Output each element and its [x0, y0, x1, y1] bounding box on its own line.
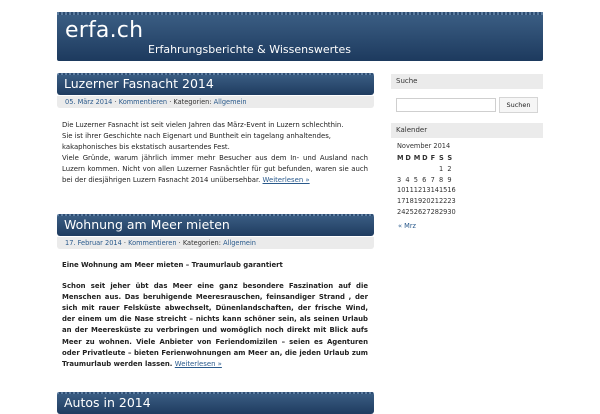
read-more-link[interactable]: Weiterlesen »: [262, 176, 310, 185]
calendar-day: 7: [430, 175, 435, 184]
calendar-day: 28: [430, 207, 439, 216]
calendar-day: 23: [447, 197, 456, 206]
calendar-day: [422, 164, 430, 175]
calendar-weekday-row: [397, 153, 456, 164]
calendar-day: 29: [438, 207, 448, 216]
site-header: [57, 12, 543, 61]
post-meta: [57, 237, 374, 249]
calendar-day: 24: [397, 207, 406, 216]
read-more-link[interactable]: Weiterlesen »: [174, 359, 222, 368]
calendar-day: 4: [405, 175, 410, 184]
calendar-widget-title: Kalender: [391, 123, 543, 138]
calendar-day: 5: [413, 175, 418, 184]
categories-label: Kategorien:: [173, 98, 212, 106]
post-content: [62, 120, 368, 187]
search-input[interactable]: [396, 98, 496, 112]
post-date[interactable]: 05. März 2014: [65, 98, 113, 106]
calendar-week-row: [397, 196, 456, 207]
calendar-day: 1: [438, 164, 444, 173]
post-paragraph: [62, 153, 368, 186]
post-content: [62, 260, 368, 370]
weekday-header: M: [413, 154, 421, 162]
calendar-day: 15: [438, 186, 448, 195]
meta-separator: ·: [169, 98, 172, 106]
calendar-day: 16: [447, 186, 456, 195]
weekday-header: M: [397, 154, 404, 162]
calendar-day: 3: [397, 175, 402, 184]
weekday-header: D: [405, 154, 411, 162]
calendar-week-row: [397, 207, 456, 218]
category-link[interactable]: Allgemein: [223, 239, 256, 247]
calendar-day: [405, 164, 413, 175]
calendar-day: 17: [397, 197, 406, 206]
calendar-day: 8: [438, 175, 444, 184]
weekday-header: D: [422, 154, 428, 162]
weekday-header: F: [430, 154, 436, 162]
site-description: Erfahrungsberichte & Wissenswertes: [148, 43, 351, 56]
post-header-stripe: [57, 392, 374, 394]
header-stripe: [57, 12, 543, 15]
post-title[interactable]: Luzerner Fasnacht 2014: [64, 76, 214, 91]
calendar-caption: November 2014: [397, 142, 451, 150]
calendar-week-row: [397, 164, 456, 175]
calendar-day: 20: [422, 197, 431, 206]
calendar-week-row: [397, 185, 456, 196]
calendar-day: 6: [422, 175, 427, 184]
calendar-day: 14: [430, 186, 439, 195]
post-title[interactable]: Autos in 2014: [64, 395, 151, 410]
post-paragraph-text: Schon seit jeher übt das Meer eine ganz besondere Faszination auf die Menschen aus. Das beruhigende Meeresrauschen, feinsandiger Strand , der sich mit rauer Felsküste abwechselt, Dünenlandschaften, der frische Wind, der einem um die Nase streicht – nichts kann schöner sein, als seinen Urlaub an der Meeresküste zu verbringen und womöglich noch direkt mit Blick aufs Meer zu wohnen. Viele Anbieter von Feriendomizilen – seien es Agenturen oder Privatleute – bieten Ferienwohnungen am Meer an, die jeden Urlaub zum Traumurlaub werden lassen.: [62, 282, 368, 368]
calendar-day: 25: [405, 207, 414, 216]
search-button[interactable]: Suchen: [499, 97, 538, 113]
calendar-day: 27: [422, 207, 431, 216]
meta-separator: ·: [114, 98, 117, 106]
calendar-day: 10: [397, 186, 406, 195]
calendar-day: 19: [413, 197, 423, 206]
calendar-day: 18: [405, 197, 414, 206]
post-header-stripe: [57, 73, 374, 75]
meta-separator: ·: [178, 239, 181, 247]
calendar-day: 30: [447, 207, 456, 216]
post-header: [57, 392, 374, 414]
post-header: [57, 73, 374, 95]
calendar-day: 13: [422, 186, 431, 195]
weekday-header: S: [447, 154, 453, 162]
comments-link[interactable]: Kommentieren: [118, 98, 168, 106]
post-paragraph: Sie ist ihrer Geschichte nach Eigenart und Buntheit ein tagelang anhaltendes, kakaphonisches bis ekstatisch ausartendes Fest.: [62, 132, 331, 152]
calendar-day: 21: [430, 197, 439, 206]
weekday-header: S: [438, 154, 444, 162]
post-date[interactable]: 17. Februar 2014: [65, 239, 122, 247]
categories-label: Kategorien:: [182, 239, 221, 247]
calendar-day: [397, 164, 405, 175]
calendar-week-row: [397, 175, 456, 186]
calendar-day: [414, 164, 422, 175]
post-header-stripe: [57, 214, 374, 216]
search-widget-title: Suche: [391, 74, 543, 89]
post-meta: [57, 96, 374, 108]
comments-link[interactable]: Kommentieren: [128, 239, 177, 247]
post-headline: Eine Wohnung am Meer mieten – Traumurlaub garantiert: [62, 261, 283, 269]
calendar-day: [431, 164, 439, 175]
calendar-day: 22: [438, 197, 448, 206]
calendar-prev-month-link[interactable]: « Mrz: [398, 222, 416, 230]
post-paragraph: Die Luzerner Fasnacht ist seit vielen Jahren das März-Event in Luzern schlechthin.: [62, 121, 344, 129]
post-paragraph: [62, 281, 368, 370]
paragraph-spacer: [62, 271, 368, 281]
meta-separator: ·: [123, 239, 126, 247]
post-header: [57, 214, 374, 236]
post-title[interactable]: Wohnung am Meer mieten: [64, 217, 230, 232]
calendar-day: 26: [413, 207, 423, 216]
calendar-day: 9: [447, 175, 452, 184]
category-link[interactable]: Allgemein: [213, 98, 247, 106]
calendar-table: [397, 153, 456, 218]
calendar-day: 2: [447, 164, 452, 173]
post-paragraph-text: Viele Gründe, warum jährlich immer mehr Besucher aus dem In- und Ausland nach Luzern kommen. Nicht von allen Luzerner Fasnächtler für gut befunden, waren sie auch bei der diesjährigen Luzern Fasnacht 2014 unübersehbar.: [62, 154, 368, 185]
calendar-day: 12: [413, 186, 423, 195]
calendar-day: 11: [405, 186, 414, 195]
site-title[interactable]: erfa.ch: [65, 18, 144, 43]
